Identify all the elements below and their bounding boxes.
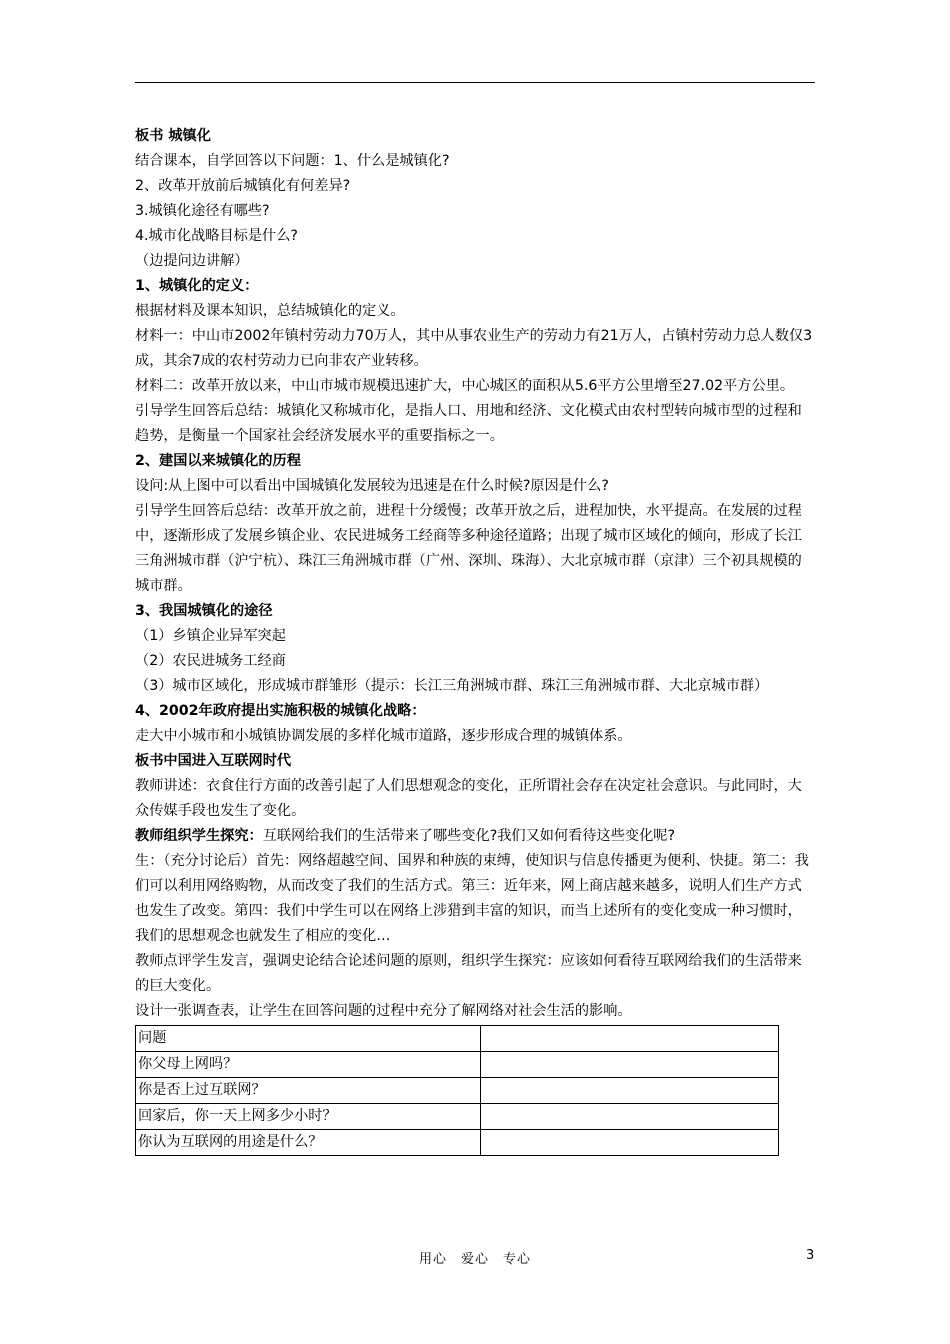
table-cell-empty xyxy=(481,1026,779,1052)
table-cell-empty xyxy=(481,1052,779,1078)
table-row xyxy=(136,1078,779,1104)
table-row xyxy=(136,1052,779,1078)
teacher-narration: 教师讲述：衣食住行方面的改善引起了人们思想观念的变化，正所谓社会存在决定社会意识。与此同时，大众传媒手段也发生了变化。 xyxy=(135,778,802,819)
survey-instruction: 设计一张调查表，让学生在回答问题的过程中充分了解网络对社会生活的影响。 xyxy=(135,1003,632,1019)
table-row xyxy=(136,1026,779,1052)
material-one: 材料一：中山市2002年镇村劳动力70万人，其中从事农业生产的劳动力有21万人，占镇村劳动力总人数仅3成，其余7成的农村劳动力已向非农产业转移。 xyxy=(135,328,813,369)
teacher-inquiry xyxy=(135,824,815,849)
definition-summary: 引导学生回答后总结：城镇化又称城市化，是指人口、用地和经济、文化模式由农村型转向城市型的过程和趋势，是衡量一个国家社会经济发展水平的重要指标之一。 xyxy=(135,403,802,444)
list-item: （1）乡镇企业异军突起 xyxy=(135,628,286,644)
table-cell: 你是否上过互联网？ xyxy=(136,1078,481,1104)
material-two: 材料二：改革开放以来，中山市城市规模迅速扩大，中心城区的面积从5.6平方公里增至27.02平方公里。 xyxy=(135,378,795,394)
student-answer: 生：（充分讨论后）首先：网络超越空间、国界和种族的束缚，使知识与信息传播更为便利、快捷。第二：我们可以利用网络购物，从而改变了我们的生活方式。第三：近年来，网上商店越来越多，说明人们生产方式也发生了改变。第四：我们中学生可以在网络上涉猎到丰富的知识，而当上述所有的变化变成一种习惯时，我们的思想观念也就发生了相应的变化… xyxy=(135,853,809,944)
question-2: 2、改革开放前后城镇化有何差异? xyxy=(135,178,351,194)
header-rule xyxy=(135,82,815,83)
section-heading-3: 3、我国城镇化的途径 xyxy=(135,603,273,619)
history-summary: 引导学生回答后总结：改革开放之前，进程十分缓慢；改革开放之后，进程加快，水平提高。在发展的过程中，逐渐形成了发展乡镇企业、农民进城务工经商等多种途径道路；出现了城市区域化的倾向，形成了长江三角洲城市群（沪宁杭）、珠江三角洲城市群（广州、深圳、珠海）、大北京城市群（京津）三个初具规模的城市群。 xyxy=(135,503,802,594)
teacher-inquiry-label: 教师组织学生探究： xyxy=(135,828,263,844)
page-number: 3 xyxy=(806,1248,815,1263)
table-cell-empty xyxy=(481,1104,779,1130)
paragraph: 根据材料及课本知识，总结城镇化的定义。 xyxy=(135,303,405,319)
teacher-inquiry-text: 互联网给我们的生活带来了哪些变化?我们又如何看待这些变化呢? xyxy=(262,828,676,844)
table-cell-empty xyxy=(481,1078,779,1104)
table-cell: 回家后，你一天上网多少小时？ xyxy=(136,1104,481,1130)
teacher-comment: 教师点评学生发言，强调史论结合论述问题的原则，组织学生探究：应该如何看待互联网给我们的生活带来的巨大变化。 xyxy=(135,953,802,994)
list-item: （3）城市区域化，形成城市群雏形（提示：长江三角洲城市群、珠江三角洲城市群、大北京城市群） xyxy=(135,678,769,694)
section-heading-4: 4、2002年政府提出实施积极的城镇化战略： xyxy=(135,703,426,719)
board-title-internet: 板书中国进入互联网时代 xyxy=(135,753,292,769)
table-cell-empty xyxy=(481,1130,779,1156)
table-cell: 你父母上网吗？ xyxy=(136,1052,481,1078)
table-cell: 你认为互联网的用途是什么？ xyxy=(136,1130,481,1156)
question-3: 3.城镇化途径有哪些? xyxy=(135,203,270,219)
table-row xyxy=(136,1104,779,1130)
table-cell: 问题 xyxy=(136,1026,481,1052)
paragraph: 走大中小城市和小城镇协调发展的多样化城市道路，逐步形成合理的城镇体系。 xyxy=(135,728,632,744)
question-4: 4.城市化战略目标是什么? xyxy=(135,228,298,244)
intro-question: 结合课本，自学回答以下问题：1、什么是城镇化? xyxy=(135,153,450,169)
survey-table xyxy=(135,1025,779,1156)
section-heading-2: 2、建国以来城镇化的历程 xyxy=(135,453,301,469)
board-title-urbanization: 板书 城镇化 xyxy=(135,128,211,144)
list-item: （2）农民进城务工经商 xyxy=(135,653,286,669)
section-heading-1: 1、城镇化的定义： xyxy=(135,278,259,294)
footer-motto: 用心 爱心 专心 xyxy=(418,1252,531,1267)
teaching-note: （边提问边讲解） xyxy=(135,253,249,269)
document-body xyxy=(135,124,815,1156)
table-row xyxy=(136,1130,779,1156)
paragraph: 设问:从上图中可以看出中国城镇化发展较为迅速是在什么时候?原因是什么? xyxy=(135,478,609,494)
